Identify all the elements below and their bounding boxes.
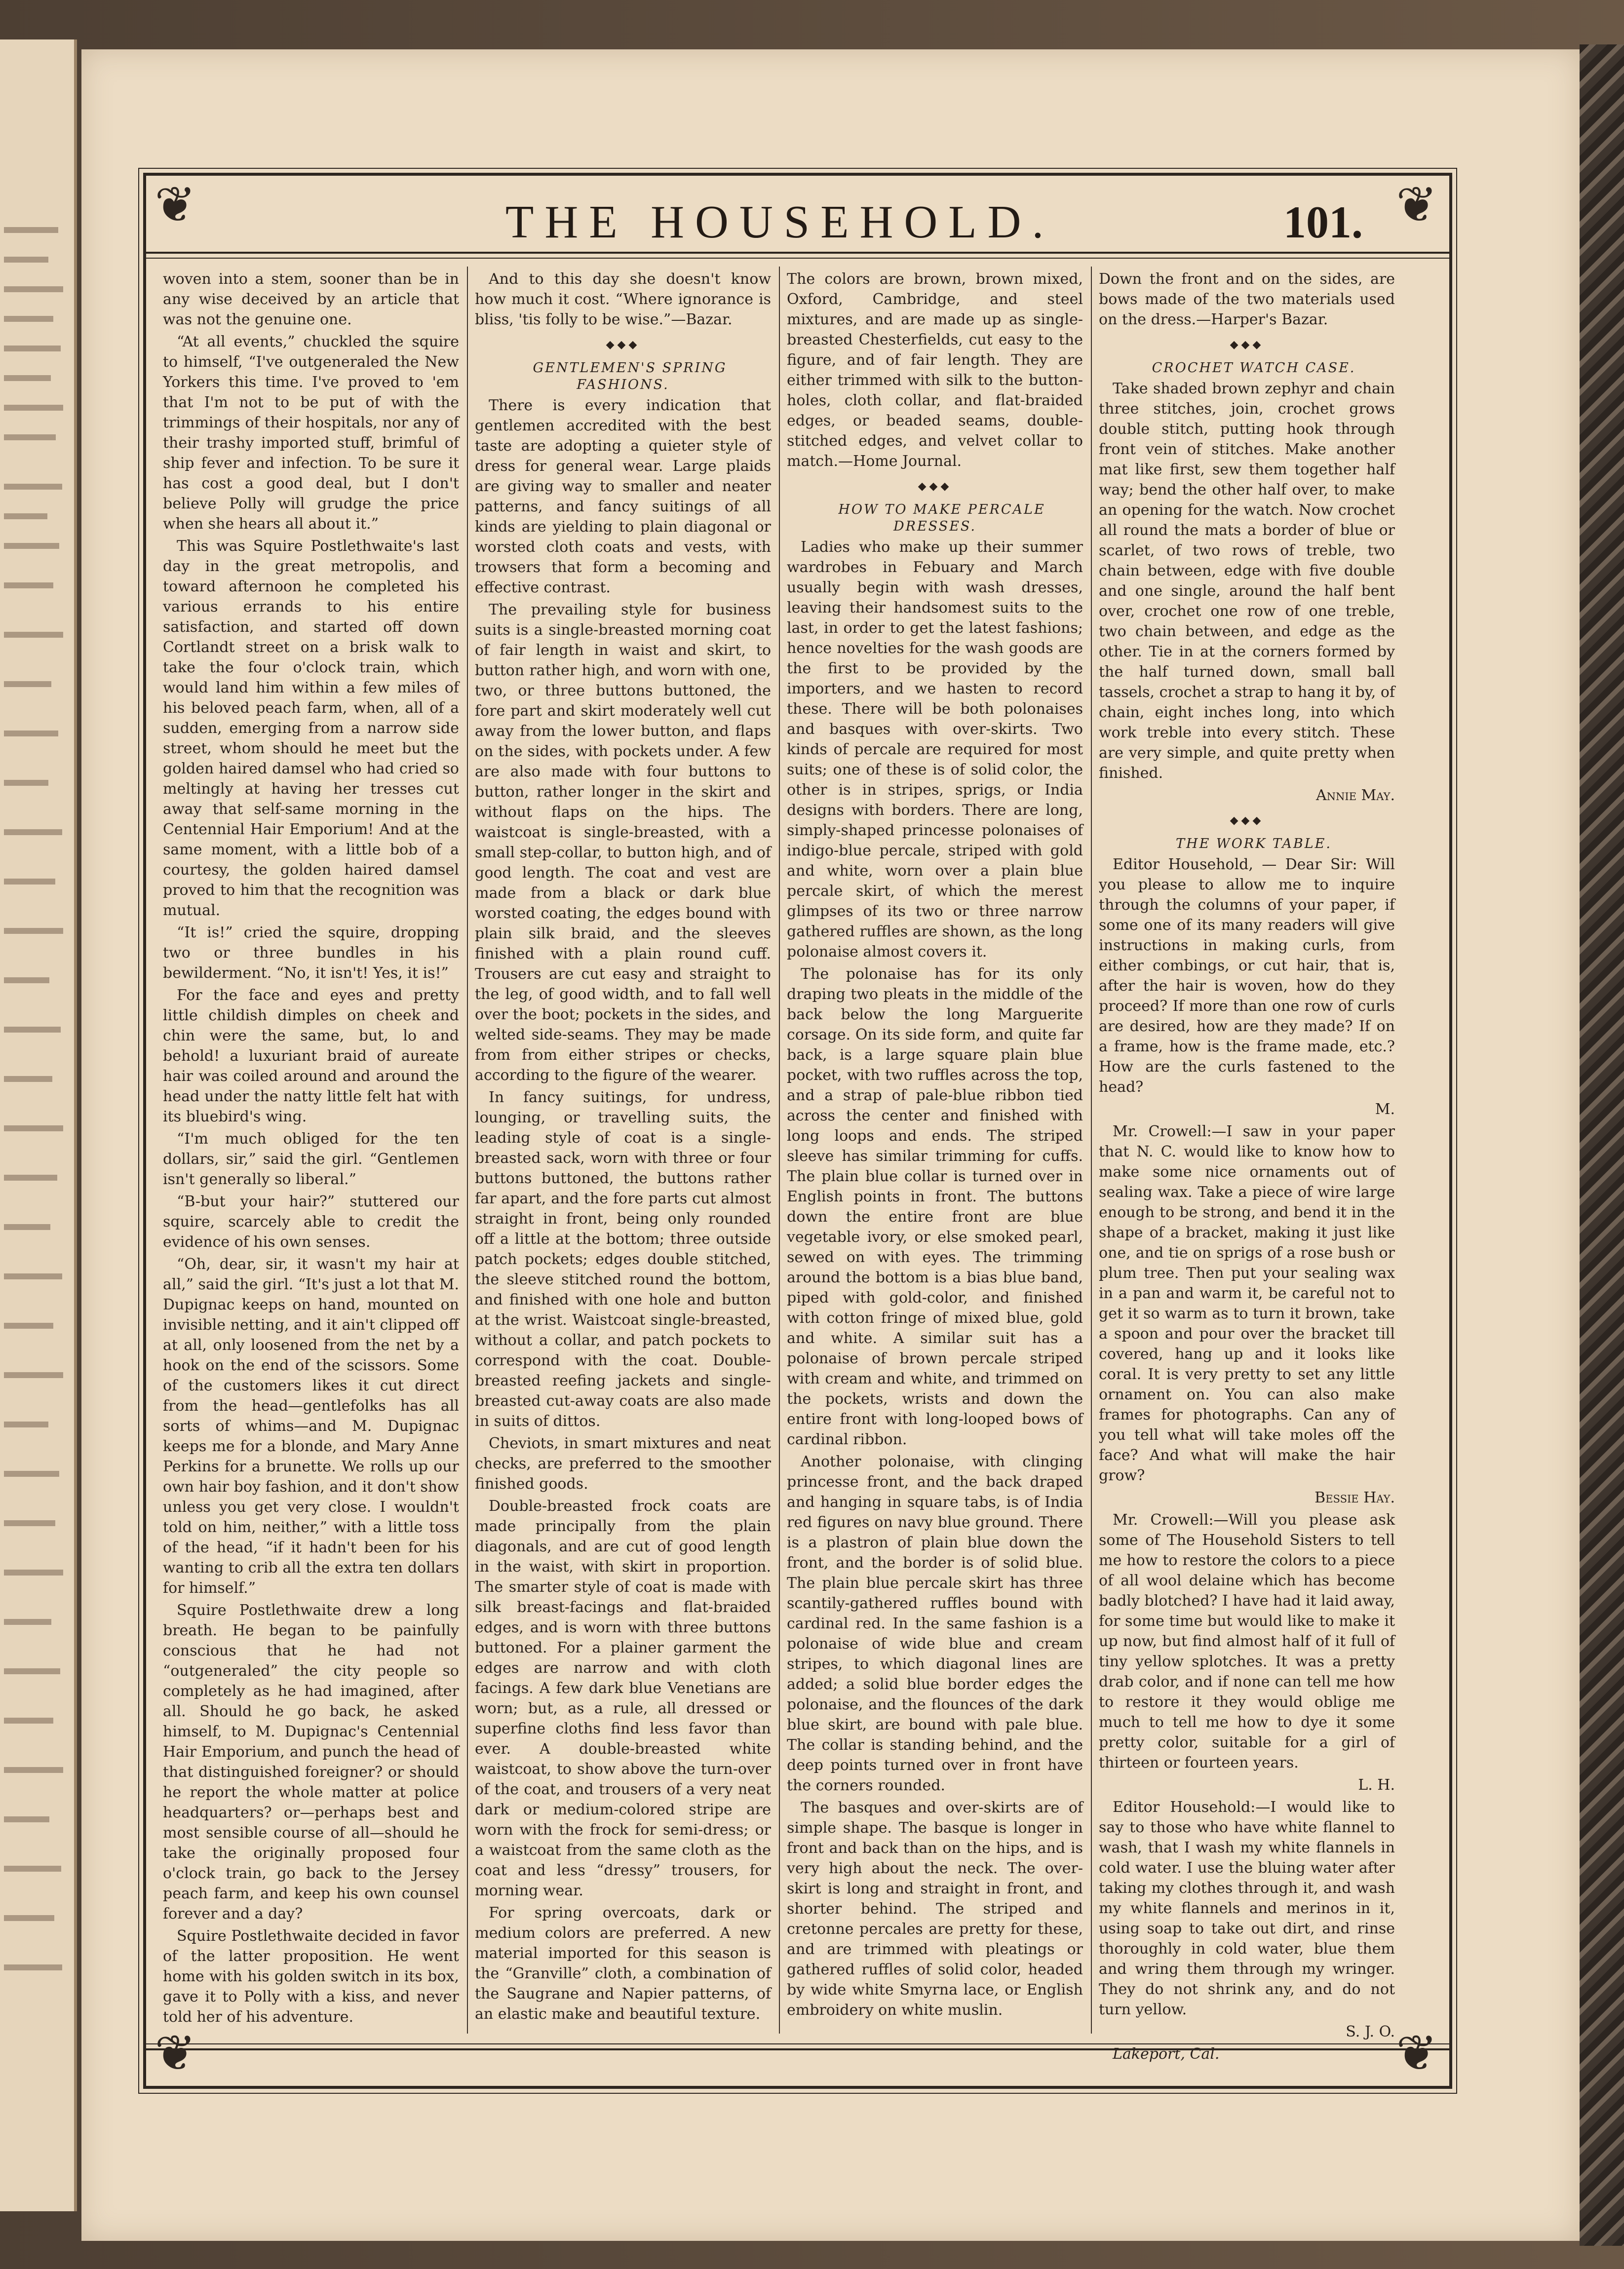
paragraph: Ladies who make up their summer wardrobes in Febuary and March usually begin with wash dresses, leaving their handsomest suits to the last, in order to get the latest fashions; hence novelties for the wash goods are the first to be provided by the importers, and we hasten to record these. There will be both polonaises and basques with over-skirts. Two kinds of percale are required for most suits; one of these is of solid color, the other is in stripes, sprigs, or India designs with borders. There are long, simply-shaped princesse polonaises of indigo-blue percale, striped with gold and white, worn over a plain blue percale skirt, of which the merest glimpses of its two or three narrow gathered ruffles are shown, as the long polonaise almost covers it. bbox=[787, 538, 1083, 961]
ornament-icon: ❦ bbox=[1396, 176, 1437, 233]
column-1 bbox=[163, 269, 459, 2031]
paragraph: Editor Household:—I would like to say to those who have white flannel to wash, that I wash my white flannels in cold water. I use the bluing water after taking my clothes through it, and wash my white flannels and merinos in it, using soap to take out dirt, and rinse thoroughly in cold water, blue them and wring them through my wringer. They do not shrink any, and do not turn yellow. bbox=[1099, 1799, 1395, 2018]
paragraph: And to this day she doesn't know how much it cost. “Where ignorance is bliss, 'tis folly to be wise.”—Bazar. bbox=[475, 270, 771, 328]
paragraph: Cheviots, in smart mixtures and neat checks, are preferred to the smoother finished goods. bbox=[475, 1435, 771, 1493]
masthead-title: THE HOUSEHOLD. bbox=[505, 196, 1055, 248]
footer-rule bbox=[143, 2043, 1452, 2050]
paragraph: “B-but your hair?” stuttered our squire, scarcely able to credit the evidence of his own senses. bbox=[163, 1193, 459, 1251]
paragraph: For the face and eyes and pretty little childish dimples on cheek and chin were the same, but, lo and behold! a luxuriant braid of aureate hair was coiled around and around the head under the natty little felt hat with its bluebird's wing. bbox=[163, 987, 459, 1125]
section-divider: ◆◆◆ bbox=[918, 480, 952, 493]
paragraph: For spring overcoats, dark or medium colors are preferred. A new material imported for this season is the “Granville” cloth, a combination of the Saugrane and Napier patterns, of an elastic make and beautiful texture. bbox=[475, 1904, 771, 2023]
paragraph: The basques and over-skirts are of simple shape. The basque is longer in front and back than on the hips, and is very high about the neck. The over-skirt is long and straight in front, and shorter behind. The striped and cretonne percales are pretty for these, and are trimmed with pleatings or gathered ruffles of solid color, headed by wide white Smyrna lace, or English embroidery on white muslin. bbox=[787, 1799, 1083, 2019]
column-divider bbox=[467, 267, 468, 2034]
paragraph: The colors are brown, brown mixed, Oxford, Cambridge, and steel mixtures, and are made up as single-breasted Chesterfields, cut easy to the figure, and of fair length. They are either trimmed with silk to the button-holes, cloth collar, and flat-braided edges, or beaded seams, double-stitched edges, and velvet collar to match.—Home Journal. bbox=[787, 270, 1083, 470]
ornament-icon: ❦ bbox=[155, 2024, 196, 2082]
paragraph: This was Squire Postlethwaite's last day in the great metropolis, and toward afternoon he completed his various errands to his entire satisfaction, and started off down Cortlandt street on a brisk walk to take the four o'clock train, which would land him within a few miles of his beloved peach farm, when, all of a sudden, emerging from a narrow side street, whom should he meet but the golden haired damsel who had cried so meltingly at having her tresses cut away that self-same morning in the Centennial Hair Emporium! And at the same moment, with a little bob of a courtesy, the golden haired damsel proved to him that the recognition was mutual. bbox=[163, 538, 459, 919]
signature: Bessie Hay. bbox=[1315, 1489, 1395, 1506]
paragraph: “I'm much obliged for the ten dollars, sir,” said the girl. “Gentlemen isn't generally so liberal.” bbox=[163, 1130, 459, 1188]
paragraph: Down the front and on the sides, are bows made of the two materials used on the dress.—Harper's Bazar. bbox=[1099, 270, 1395, 328]
column-divider bbox=[779, 267, 780, 2034]
marbled-book-edge bbox=[1580, 44, 1624, 2246]
paragraph: “At all events,” chuckled the squire to himself, “I've outgeneraled the New Yorkers this time. I've proved to 'em that I'm not to be put of with the trimmings of their hospitals, nor any of their trashy imported stuff, brimful of ship fever and infection. To be sure it has cost a good deal, but I don't believe Polly will grudge the price when she hears all about it.” bbox=[163, 333, 459, 533]
column-4 bbox=[1099, 269, 1395, 2063]
paragraph: “It is!” cried the squire, dropping two or three bundles in his bewilderment. “No, it isn't! Yes, it is!” bbox=[163, 924, 459, 982]
paragraph: In fancy suitings, for undress, lounging, or travelling suits, the leading style of coat is a single-breasted sack, worn with three or four buttons buttoned, the buttons rather far apart, and the fore parts cut almost straight in front, being only rounded off a little at the bottom; three outside patch pockets; edges double stitched, the sleeve stitched round the bottom, and finished with one hole and button at the wrist. Waistcoat single-breasted, without a collar, and patch pockets to correspond with the coat. Double-breasted reefing jackets and single-breasted cut-away coats are also made in suits of dittos. bbox=[475, 1089, 771, 1430]
ornament-icon: ❦ bbox=[1396, 2024, 1437, 2082]
adjacent-page-edge bbox=[0, 39, 77, 2211]
signature: Annie May. bbox=[1315, 787, 1395, 804]
paragraph: The prevailing style for business suits is a single-breasted morning coat of fair length in waist and skirt, to button rather high, and worn with one, two, or three buttons buttoned, the fore part and skirt moderately well cut away from the lower button, and flaps on the sides, with pockets under. A few are also made with four buttons to button, rather longer in the skirt and without flaps on the hips. The waistcoat is single-breasted, with a small step-collar, to button high, and of good length. The coat and vest are made from a black or dark blue worsted coating, the edges bound with plain silk braid, and the sleeves finished with a plain round cuff. Trousers are cut easy and straight to the leg, of good width, and to fall well over the boot; pockets in the sides, and welted side-seams. They may be made from from either stripes or checks, according to the figure of the wearer. bbox=[475, 601, 771, 1084]
paragraph: Editor Household, — Dear Sir: Will you please to allow me to inquire through the columns of your paper, if some one of its many readers will give instructions in making curls, from either combings, or cut hair, that is, after the hair is woven, how do they proceed? If more than one row of curls are desired, how are they made? If on a frame, how is the frame made, etc.? How are the curls fastened to the head? bbox=[1099, 856, 1395, 1096]
column-divider bbox=[1091, 267, 1092, 2034]
ornament-icon: ❦ bbox=[155, 176, 196, 233]
paragraph: Squire Postlethwaite drew a long breath. He began to be painfully conscious that he had not “outgeneraled” the city people so completely as he had imagined, after all. Should he go back, he asked himself, to M. Dupignac's Centennial Hair Emporium, and punch the head of that distinguished foreigner? or should he report the whole matter at police headquarters? or—perhaps best and most sensible course of all—should he take the originally proposed four o'clock train, go back to the Jersey peach farm, and keep his own counsel forever and a day? bbox=[163, 1602, 459, 1923]
paragraph: Squire Postlethwaite decided in favor of the latter proposition. He went home with his golden switch in its box, gave it to Polly with a kiss, and never told her of his adventure. bbox=[163, 1927, 459, 2026]
paragraph: Another polonaise, with clinging princesse front, and the back draped and hanging in square tabs, is of India red figures on navy blue ground. There is a plastron of plain blue down the front, and the border is of solid blue. The plain blue percale skirt has three scantily-gathered ruffles bound with cardinal red. In the same fashion is a polonaise of wide blue and cream stripes, to which diagonal lines are added; a solid blue border edges the polonaise, and the flounces of the dark blue skirt, are bound with pale blue. The collar is standing behind, and the deep points turned over in front have the corners rounded. bbox=[787, 1453, 1083, 1794]
signature: S. J. O. bbox=[1346, 2023, 1395, 2040]
header-rule bbox=[143, 252, 1452, 259]
section-divider: ◆◆◆ bbox=[1230, 339, 1264, 351]
paragraph: woven into a stem, sooner than be in any wise deceived by an article that was not the genuine one. bbox=[163, 270, 459, 328]
paragraph: The polonaise has for its only draping two pleats in the middle of the back below the long Marguerite corsage. On its side form, and quite far back, is a large square plain blue pocket, with two ruffles across the top, and a strap of pale-blue ribbon tied across the center and finished with long loops and ends. The striped sleeve has similar trimming for cuffs. The plain blue collar is turned over in English points in front. The buttons down the entire front are blue vegetable ivory, or else smoked pearl, sewed on with eyes. The trimming around the bottom is a bias blue band, piped with gold-color, and finished with cotton fringe of mixed blue, gold and white. A similar suit has a polonaise of brown percale striped with cream and white, and trimmed on the pockets, wrists and down the entire front with long-looped bows of cardinal ribbon. bbox=[787, 965, 1083, 1448]
paragraph: There is every indication that gentlemen accredited with the best taste are adopting a quieter style of dress for general wear. Large plaids are giving way to smaller and neater patterns, and fancy suitings of all kinds are yielding to plain diagonal or worsted cloth coats and vests, with trowsers that form a becoming and effective contrast. bbox=[475, 397, 771, 596]
paragraph: Take shaded brown zephyr and chain three stitches, join, crochet grows double stitch, putting hook through front vein of stitches. Make another mat like first, sew them together half way; bend the other half over, to make an opening for the watch. Now crochet all round the mats a border of blue or scarlet, of two rows of treble, two chain between, edge with five double and one single, around the half bent over, crochet one row of one treble, two chain between, and edge as the other. Tie in at the corners formed by the half turned down, small ball tassels, crochet a strap to hang it by, of chain, eight inches long, into which work treble into every stitch. These are very simple, and quite pretty when finished. bbox=[1099, 380, 1395, 782]
paragraph: “Oh, dear, sir, it wasn't my hair at all,” said the girl. “It's just a lot that M. Dupignac keeps on hand, mounted on invisible netting, and it ain't clipped off at all, only loosened from the net by a hook on the end of the scissors. Some of the customers likes it cut direct from the head—gentlefolks has all sorts of whims—and M. Dupignac keeps me for a blonde, and Mary Anne Perkins for a brunette. We rolls up our own hair boy fashion, and it don't show unless you get very close. I wouldn't told on him, neither,” with a little toss of the head, “if it hadn't been for his wanting to crib all the extra ten dollars for himself.” bbox=[163, 1256, 459, 1597]
place-line: Lakeport, Cal. bbox=[1113, 2045, 1220, 2063]
section-heading: GENTLEMEN'S SPRING FASHIONS. bbox=[533, 360, 727, 392]
column-2 bbox=[475, 269, 771, 2031]
section-divider: ◆◆◆ bbox=[1230, 814, 1264, 827]
section-divider: ◆◆◆ bbox=[606, 339, 640, 351]
section-heading: CROCHET WATCH CASE. bbox=[1152, 360, 1356, 376]
signature: L. H. bbox=[1358, 1776, 1395, 1794]
paragraph: Mr. Crowell:—I saw in your paper that N. C. would like to know how to make some nice ornaments out of sealing wax. Take a piece of wire large enough to be strong, and bend it in the shape of a bracket, making it just like one, and tie on sprigs of a rose bush or plum tree. Then put your sealing wax in a pan and warm it, be careful not to get it so warm as to turn it brown, take a spoon and pour over the bracket till covered, hang up and it looks like coral. It is very pretty to set any little ornament on. You can also make frames for photographs. Can any of you tell what will take moles off the face? And what will make the hair grow? bbox=[1099, 1123, 1395, 1484]
section-heading: HOW TO MAKE PERCALE DRESSES. bbox=[838, 502, 1045, 534]
signature: M. bbox=[1375, 1101, 1395, 1118]
section-heading: THE WORK TABLE. bbox=[1176, 836, 1332, 851]
page-number: 101. bbox=[1283, 197, 1363, 247]
paragraph: Mr. Crowell:—Will you please ask some of The Household Sisters to tell me how to restore the colors to a piece of all wool delaine which has become badly blotched? I have had it laid away, for some time but would like to make it up now, but find almost half of it full of tiny yellow splotches. It was a pretty drab color, and if none can tell me how to restore it they would oblige me much to tell me how to dye it some pretty color, suitable for a girl of thirteen or fourteen years. bbox=[1099, 1511, 1395, 1771]
column-3 bbox=[787, 269, 1083, 2031]
paragraph: Double-breasted frock coats are made principally from the plain diagonals, and are cut of good length in the waist, with skirt in proportion. The smarter style of coat is made with silk breast-facings and flat-braided edges, and is worn with three buttons buttoned. For a plainer garment the edges are narrow and with cloth facings. A few dark blue Venetians are worn; but, as a rule, all dressed or superfine cloths find less favor than ever. A double-breasted white waistcoat, to show above the turn-over of the coat, and trousers of a very neat dark or medium-colored stripe are worn with the frock for semi-dress; or a waistcoat from the same cloth as the coat and less “dressy” trousers, for morning wear. bbox=[475, 1498, 771, 1899]
